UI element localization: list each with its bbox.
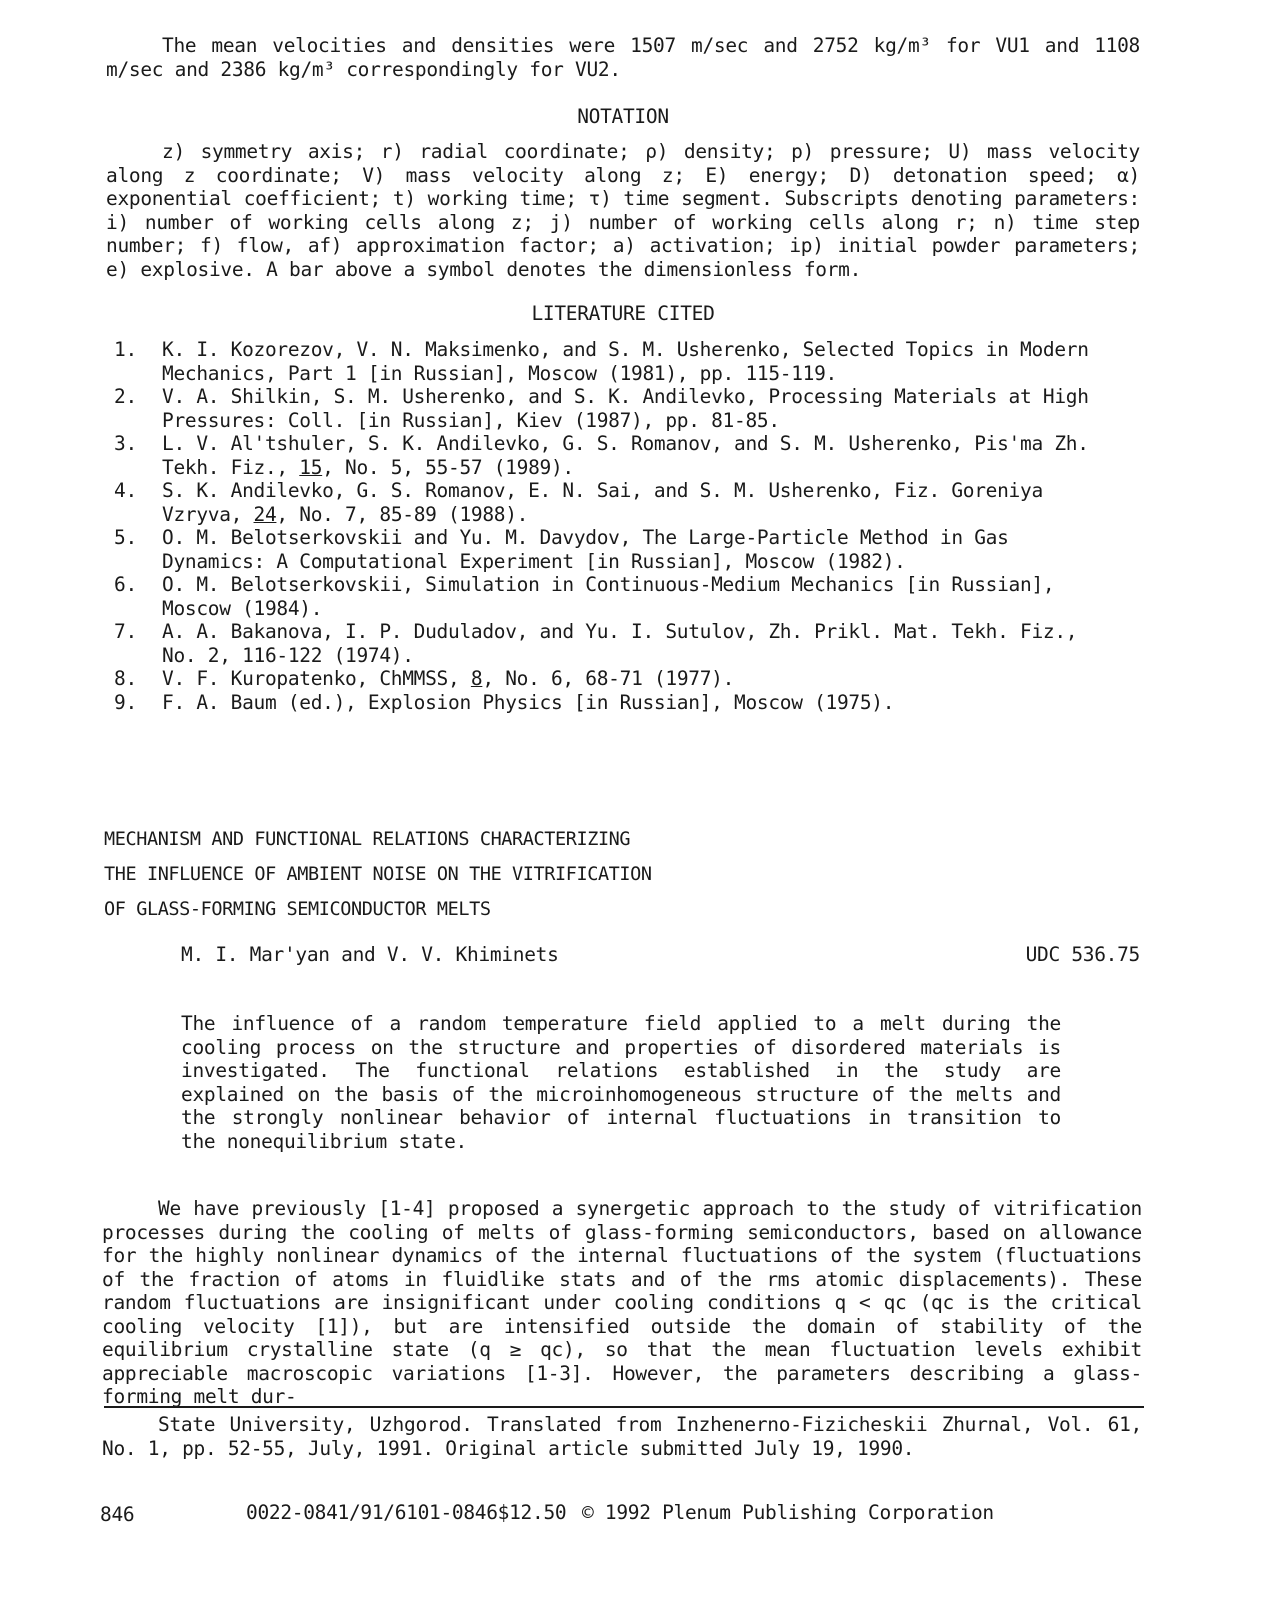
article-abstract (181, 1012, 1061, 1153)
reference-text: V. F. Kuropatenko, ChMMSS, (162, 667, 471, 690)
footnote-text: State University, Uzhgorod. Translated from Inzhenerno-Fizicheskii Zhurnal, Vol. 61, No. 1, pp. 52-55, July, 1991. Original article submitted July 19, 1990. (102, 1413, 1142, 1460)
reference-volume: 24 (253, 502, 277, 526)
reference-volume: 8 (470, 667, 483, 690)
reference-list (100, 338, 1100, 714)
article-title (104, 822, 1004, 927)
reference-text-tail: , No. 7, 85-89 (1988). (276, 502, 529, 526)
reference-number: 1. (114, 338, 137, 361)
article-authors-text: M. I. Mar'yan and V. V. Khiminets (181, 943, 559, 966)
intro-paragraph (106, 34, 1140, 81)
reference-number: 5. (114, 526, 137, 549)
copyright-text: © 1992 Plenum Publishing Corporation (582, 1501, 994, 1524)
reference-item (100, 691, 1100, 715)
article-title-line: THE INFLUENCE OF AMBIENT NOISE ON THE VITRIFICATION (104, 864, 652, 885)
reference-number: 4. (114, 479, 137, 502)
article-body (102, 1197, 1142, 1409)
reference-number: 6. (114, 573, 137, 596)
reference-text: O. M. Belotserkovskii and Yu. M. Davydov, The Large-Particle Method in Gas Dynamics: A Computational Experiment [in Russian], Moscow (1982). (162, 526, 1009, 573)
reference-item (100, 479, 1100, 526)
article-title-line: OF GLASS-FORMING SEMICONDUCTOR MELTS (104, 899, 491, 920)
reference-text-tail: , No. 6, 68-71 (1977). (482, 667, 735, 690)
footnote-divider (104, 1406, 1144, 1408)
reference-item (100, 385, 1100, 432)
reference-number: 3. (114, 432, 137, 455)
article-abstract-text: The influence of a random temperature field applied to a melt during the cooling process on the structure and properties of disordered materials is investigated. The functional relations established in the study are explained on the basis of the microinhomogeneous structure of the melts and the strongly nonlinear behavior of internal fluctuations in transition to the nonequilibrium state. (181, 1012, 1061, 1153)
reference-text: S. K. Andilevko, G. S. Romanov, E. N. Sai, and S. M. Usherenko, Fiz. Goreniya Vzryva, (162, 479, 1043, 526)
article-title-line: MECHANISM AND FUNCTIONAL RELATIONS CHARACTERIZING (104, 829, 631, 850)
udc-code (980, 943, 1140, 967)
reference-number: 2. (114, 385, 137, 408)
reference-text: A. A. Bakanova, I. P. Duduladov, and Yu. I. Sutulov, Zh. Prikl. Mat. Tekh. Fiz., No. 2, 116-122 (1974). (162, 620, 1078, 667)
reference-text: V. A. Shilkin, S. M. Usherenko, and S. K. Andilevko, Processing Materials at High Pressures: Coll. [in Russian], Kiev (1987), pp. 81-85. (162, 385, 1089, 432)
literature-heading-text: LITERATURE CITED (531, 302, 715, 325)
intro-paragraph-text: The mean velocities and densities were 1507 m/sec and 2752 kg/m³ for VU1 and 1108 m/sec and 2386 kg/m³ correspondingly for VU2. (106, 34, 1140, 81)
reference-item (100, 667, 1100, 691)
page-number-text: 846 (100, 1503, 135, 1526)
reference-item (100, 338, 1100, 385)
literature-heading (106, 302, 1140, 326)
udc-code-text: UDC 536.75 (1025, 943, 1140, 966)
article-code-text: 0022-0841/91/6101-0846$12.50 (246, 1501, 567, 1524)
article-body-text: We have previously [1-4] proposed a synergetic approach to the study of vitrification processes during the cooling of melts of glass-forming semiconductors, based on allowance for the highly nonlinear dynamics of the internal fluctuations of the system (fluctuations of the fraction of atoms in fluidlike stats and of the rms atomic displacements). These random fluctuations are insignificant under cooling conditions q < qc (qc is the critical cooling velocity [1]), but are intensified outside the domain of stability of the equilibrium crystalline state (q ≥ qc), so that the mean fluctuation levels exhibit appreciable macroscopic variations [1-3]. However, the parameters describing a glass-forming melt dur- (102, 1197, 1142, 1408)
article-code (246, 1501, 566, 1525)
reference-volume: 15 (299, 455, 323, 479)
reference-text: K. I. Kozorezov, V. N. Maksimenko, and S. M. Usherenko, Selected Topics in Modern Mechanics, Part 1 [in Russian], Moscow (1981), pp. 115-119. (162, 338, 1089, 385)
notation-paragraph (106, 140, 1140, 281)
footnote (102, 1413, 1142, 1460)
notation-paragraph-text: z) symmetry axis; r) radial coordinate; ρ) density; p) pressure; U) mass velocity along z coordinate; V) mass velocity along z; E) energy; D) detonation speed; α) exponential coefficient; t) working time; τ) time segment. Subscripts denoting parameters: i) number of working cells along z; j) number of working cells along r; n) time step number; f) flow, af) approximation factor; a) activation; ip) initial powder parameters; e) explosive. A bar above a symbol denotes the dimensionless form. (106, 140, 1140, 281)
reference-item (100, 573, 1100, 620)
reference-number: 9. (114, 690, 137, 714)
notation-heading (106, 105, 1140, 129)
reference-text: L. V. Al'tshuler, S. K. Andilevko, G. S. Romanov, and S. M. Usherenko, Pis'ma Zh. Tekh. Fiz., (162, 432, 1089, 479)
reference-number: 8. (114, 667, 137, 690)
page-number (100, 1503, 134, 1527)
notation-heading-text: NOTATION (577, 105, 669, 128)
reference-text-tail: , No. 5, 55-57 (1989). (322, 455, 574, 479)
reference-item (100, 526, 1100, 573)
reference-text: F. A. Baum (ed.), Explosion Physics [in Russian], Moscow (1975). (162, 690, 895, 714)
copyright-line (582, 1501, 994, 1525)
reference-item (100, 620, 1100, 667)
reference-text: O. M. Belotserkovskii, Simulation in Continuous-Medium Mechanics [in Russian], Moscow (1984). (162, 573, 1055, 620)
reference-number: 7. (114, 620, 137, 643)
reference-item (100, 432, 1100, 479)
article-authors (181, 943, 559, 967)
